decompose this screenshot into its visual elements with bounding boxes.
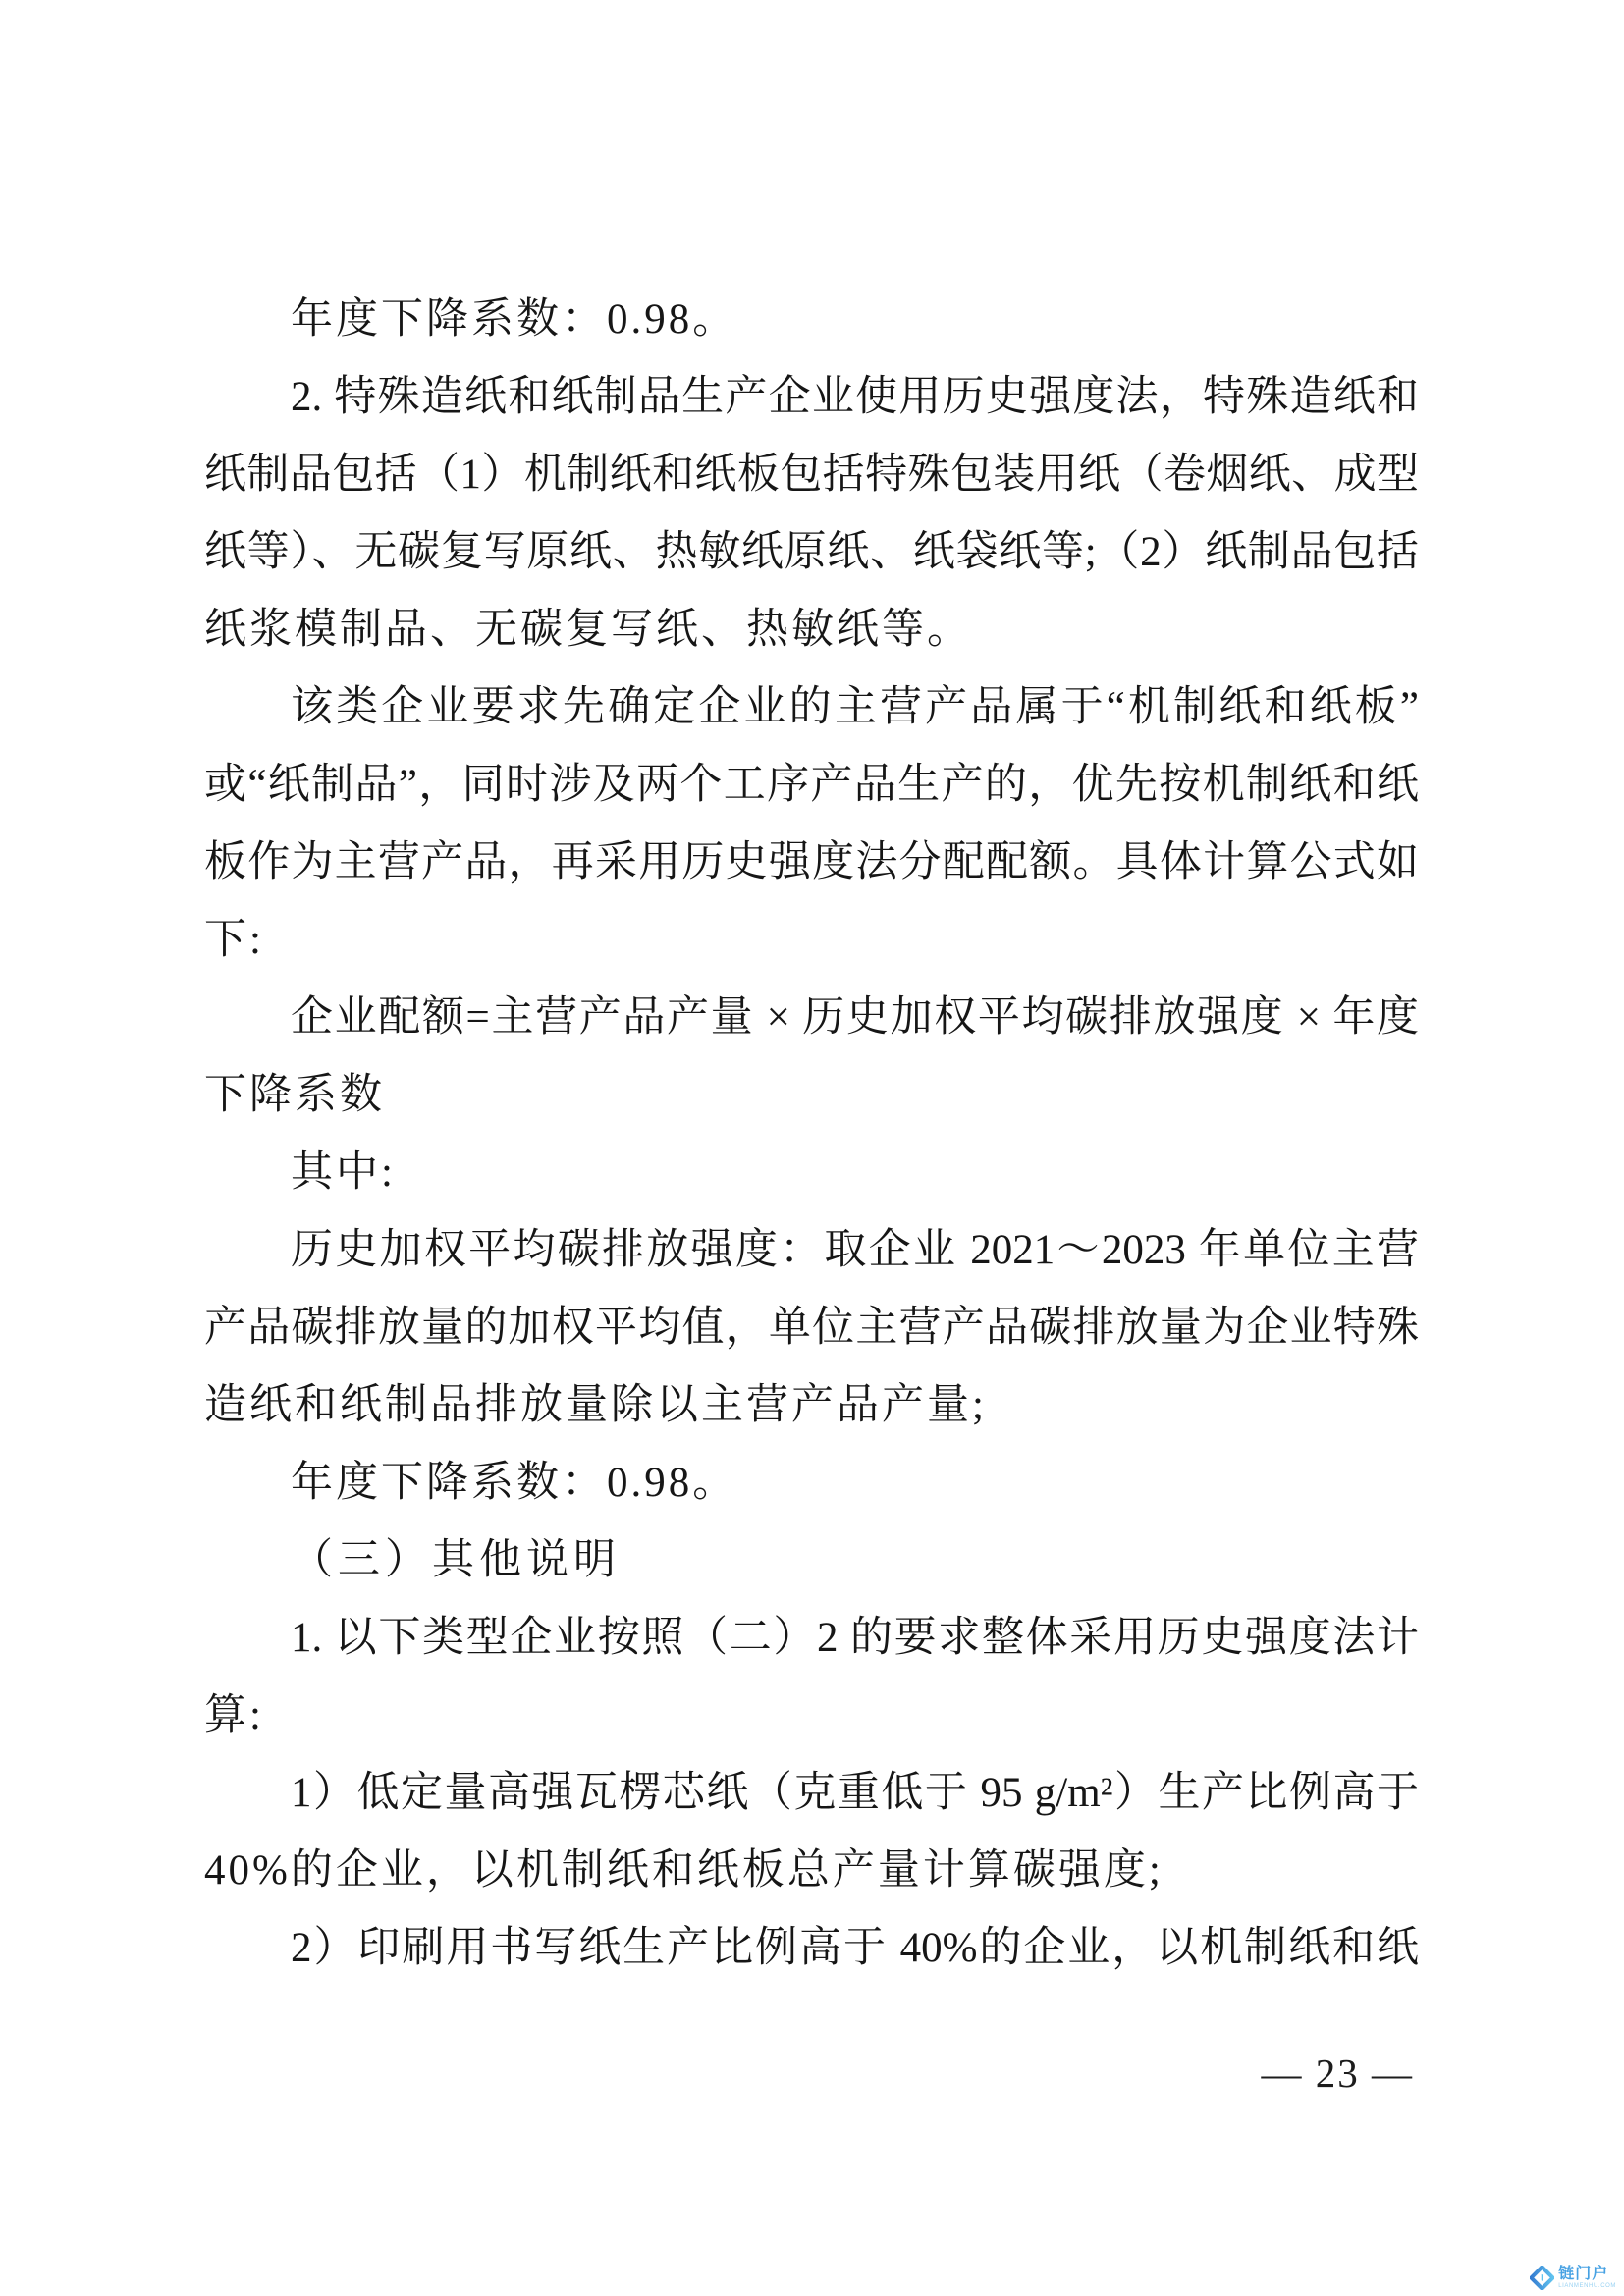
text-line: 纸等）、无碳复写原纸、热敏纸原纸、纸袋纸等;（2）纸制品包括 <box>204 529 1419 575</box>
text-line: 或“纸制品”，同时涉及两个工序产品生产的，优先按机制纸和纸 <box>204 762 1419 808</box>
text-line: 2）印刷用书写纸生产比例高于 40%的企业，以机制纸和纸 <box>291 1925 1419 1971</box>
text-line: 2. 特殊造纸和纸制品生产企业使用历史强度法，特殊造纸和 <box>291 374 1419 420</box>
text-line: 下降系数 <box>204 1072 385 1118</box>
page-number: — 23 — <box>1261 2051 1414 2096</box>
text-line: 1）低定量高强瓦楞芯纸（克重低于 95 g/m²）生产比例高于 <box>291 1770 1419 1816</box>
text-line: 历史加权平均碳排放强度：取企业 2021～2023 年单位主营 <box>291 1227 1419 1273</box>
lianmenhu-logo-icon <box>1530 2266 1554 2290</box>
watermark-domain: LIANMENHU.COM <box>1558 2283 1616 2289</box>
text-line: 年度下降系数：0.98。 <box>291 1460 738 1506</box>
text-line: 板作为主营产品，再采用历史强度法分配配额。具体计算公式如 <box>204 839 1419 885</box>
text-line: 纸制品包括（1）机制纸和纸板包括特殊包装用纸（卷烟纸、成型 <box>204 452 1419 498</box>
text-line: 该类企业要求先确定企业的主营产品属于“机制纸和纸板” <box>291 684 1419 730</box>
text-line: 产品碳排放量的加权平均值，单位主营产品碳排放量为企业特殊 <box>204 1305 1419 1351</box>
text-line: 造纸和纸制品排放量除以主营产品产量; <box>204 1382 987 1428</box>
text-line: 算: <box>204 1692 264 1738</box>
watermark-texts <box>1558 2267 1616 2289</box>
text-line: 40%的企业，以机制纸和纸板总产量计算碳强度; <box>204 1847 1164 1894</box>
text-line: 其中: <box>291 1149 396 1196</box>
text-line: 年度下降系数：0.98。 <box>291 296 738 343</box>
watermark-name: 链门户 <box>1558 2266 1609 2282</box>
text-line: （三）其他说明 <box>291 1537 621 1583</box>
text-line: 下: <box>204 917 264 963</box>
text-line: 纸浆模制品、无碳复写纸、热敏纸等。 <box>204 607 972 653</box>
text-line: 企业配额=主营产品产量 × 历史加权平均碳排放强度 × 年度 <box>291 994 1419 1041</box>
document-body <box>204 281 1419 1987</box>
text-line: 1. 以下类型企业按照（二）2 的要求整体采用历史强度法计 <box>291 1615 1419 1661</box>
watermark <box>1530 2266 1616 2290</box>
